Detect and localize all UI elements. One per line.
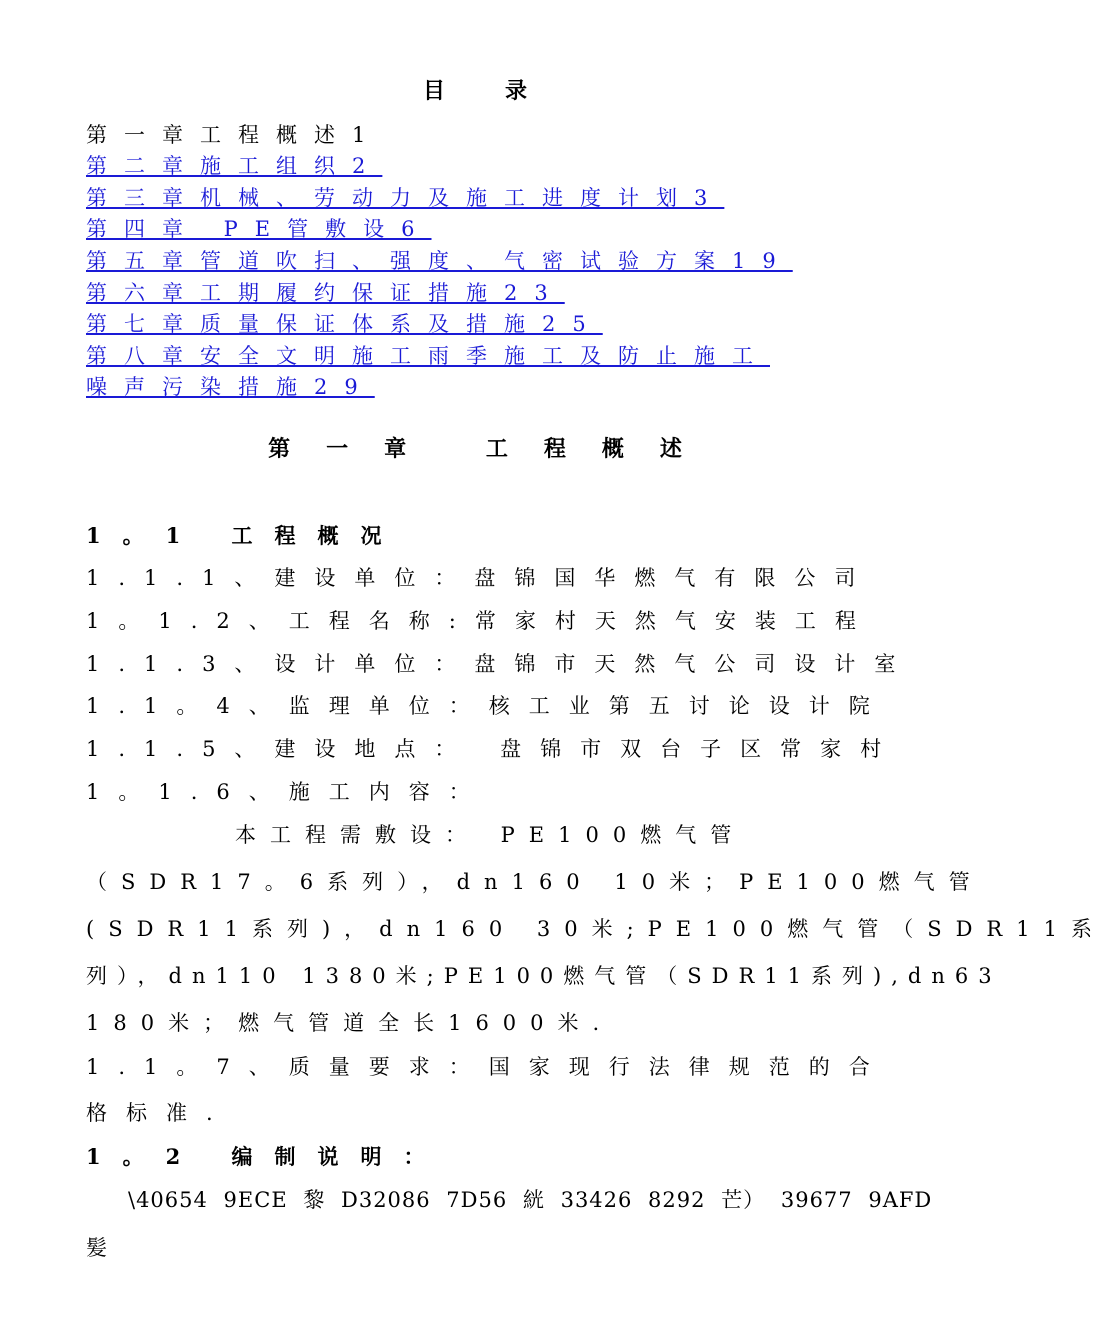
toc-link-chapter-4[interactable]: 第四章 PE管敷设6 [86,217,432,241]
toc-link-chapter-7[interactable]: 第七章质量保证体系及措施25 [86,312,603,336]
toc-link-chapter-8-cont[interactable]: 噪声污染措施29 [86,375,375,399]
garbled-text-line-2: 髪 [86,1236,107,1260]
garbled-text-line-1: \40654 9ECE 黎 D32086 7D56 絖 33426 8292 芒） 39677 9AFD [128,1188,933,1212]
toc-link-chapter-5[interactable]: 第五章管道吹扫、强度、气密试验方案19 [86,249,793,273]
section-heading-1-2: 1。2 编制说明： [86,1144,447,1169]
section-heading-1-1: 1。1 工程概况 [86,523,404,548]
item-construction-unit: 1.1.1、建设单位：盘锦国华燃气有限公司 [86,566,875,590]
chapter-heading: 第一章 工程概述 [268,436,718,462]
toc-link-chapter-2[interactable]: 第二章施工组织2 [86,154,383,178]
item-quality-cont: 格标准. [86,1101,232,1125]
toc-title: 目录 [422,78,587,104]
toc-entry-1: 第一章工程概述1 [86,123,383,147]
item-site: 1.1.5、建设地点： 盘锦市双台子区常家村 [86,737,901,761]
item-content-label: 1。1.6、施工内容： [86,780,489,804]
content-line-2: （SDR17。6系列），dn160 10米；PE100燃气管 [86,870,984,894]
content-line-5: 180米；燃气管道全长1600米. [86,1011,614,1035]
content-line-3: (SDR11系列)，dn160 30米;PE100燃气管（SDR11系 [86,917,1106,941]
toc-link-chapter-8[interactable]: 第八章安全文明施工雨季施工及防止施工 [86,344,770,368]
content-line-1: 本工程需敷设： PE100燃气管 [235,823,746,847]
item-project-name: 1。1.2、工程名称:常家村天然气安装工程 [86,609,875,633]
item-quality: 1.1。7、质量要求：国家现行法律规范的合 [86,1055,889,1079]
toc-link-chapter-6[interactable]: 第六章工期履约保证措施23 [86,281,565,305]
toc-link-chapter-3[interactable]: 第三章机械、劳动力及施工进度计划3 [86,186,725,210]
item-design-unit: 1.1.3、设计单位：盘锦市天然气公司设计室 [86,652,915,676]
content-line-4: 列），dn110 1380米;PE100燃气管（SDR11系列),dn63 [86,964,1002,988]
item-supervision-unit: 1.1。4、监理单位：核工业第五讨论设计院 [86,694,889,718]
